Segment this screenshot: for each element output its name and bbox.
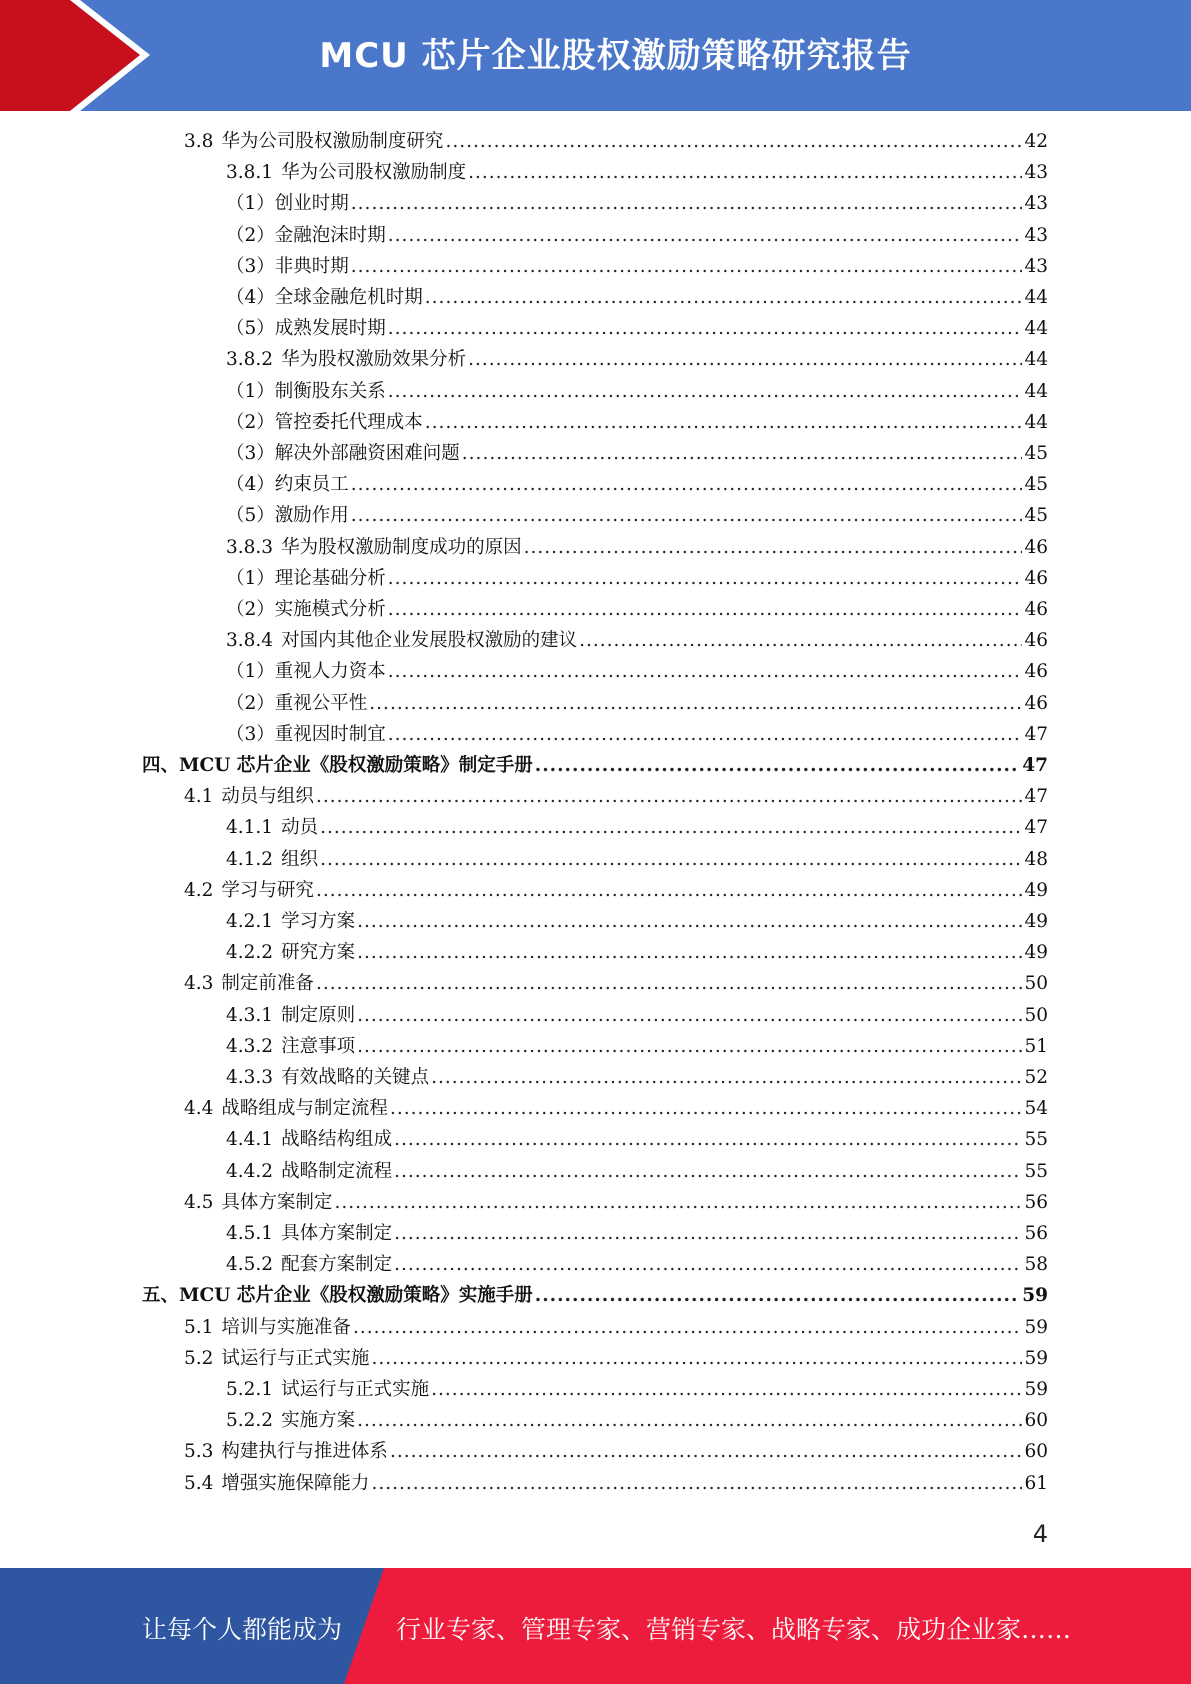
toc-entry[interactable] xyxy=(226,939,1048,967)
toc-entry-title: 华为公司股权激励制度研究 xyxy=(221,131,444,152)
toc-entry-number: 五、 xyxy=(142,1285,180,1307)
page-number: 4 xyxy=(1032,1520,1048,1548)
toc-entry-number: 3.8.4 xyxy=(226,630,274,652)
toc-entry-title: 华为股权激励制度成功的原因 xyxy=(281,536,522,558)
toc-entry-number: （1） xyxy=(226,661,275,683)
toc-entry[interactable] xyxy=(226,159,1048,187)
toc-entry[interactable] xyxy=(184,1438,1048,1466)
toc-entry-title: 实施模式分析 xyxy=(274,599,386,620)
toc-entry-title: 学习与研究 xyxy=(221,879,314,901)
toc-entry[interactable] xyxy=(184,1189,1048,1217)
toc-entry-number: 4.3.1 xyxy=(226,1004,274,1026)
toc-entry[interactable] xyxy=(226,1220,1048,1248)
toc-leader-dots xyxy=(394,1251,1022,1279)
toc-entry[interactable] xyxy=(226,315,1048,343)
toc-entry[interactable] xyxy=(226,658,1048,686)
toc-entry-number: 5.1 xyxy=(184,1316,214,1338)
toc-entry-page: 44 xyxy=(1024,349,1048,371)
toc-leader-dots xyxy=(353,1314,1023,1342)
toc-entry[interactable] xyxy=(226,471,1048,499)
toc-entry-title: MCU 芯片企业《股权激励策略》实施手册 xyxy=(179,1285,533,1307)
toc-entry-title: 战略结构组成 xyxy=(281,1129,393,1151)
toc-entry[interactable] xyxy=(226,814,1048,842)
toc-entry-title: 制定原则 xyxy=(281,1004,356,1026)
toc-leader-dots xyxy=(357,1407,1022,1435)
toc-entry-title: 构建执行与推进体系 xyxy=(221,1441,388,1463)
toc-entry[interactable] xyxy=(184,970,1048,998)
toc-leader-dots xyxy=(425,284,1023,312)
toc-leader-dots xyxy=(388,658,1023,686)
toc-entry-title: 培训与实施准备 xyxy=(221,1316,351,1338)
toc-leader-dots xyxy=(369,690,1022,718)
toc-entry-title: 战略制定流程 xyxy=(281,1160,393,1182)
toc-entry-title: 非典时期 xyxy=(274,255,349,277)
toc-entry-page: 48 xyxy=(1024,848,1048,870)
toc-entry-title: 制定前准备 xyxy=(221,973,314,995)
toc-entry-page: 55 xyxy=(1024,1160,1048,1182)
toc-leader-dots xyxy=(394,1126,1022,1154)
toc-entry-title: 具体方案制定 xyxy=(281,1223,393,1244)
toc-entry[interactable] xyxy=(226,721,1048,749)
toc-entry-number: （3） xyxy=(226,443,275,464)
toc-leader-dots xyxy=(468,159,1022,187)
toc-leader-dots xyxy=(316,877,1023,905)
toc-leader-dots xyxy=(357,939,1022,967)
toc-entry-title: 注意事项 xyxy=(281,1035,356,1057)
toc-entry-number: 4.2.1 xyxy=(226,911,274,932)
toc-entry-page: 59 xyxy=(1024,1316,1048,1338)
toc-entry[interactable] xyxy=(184,783,1048,811)
toc-entry[interactable] xyxy=(184,1095,1048,1123)
toc-leader-dots xyxy=(388,596,1023,624)
toc-leader-dots xyxy=(462,440,1023,468)
toc-entry-number: （5） xyxy=(226,505,275,527)
toc-entry-title: 重视公平性 xyxy=(274,692,368,714)
toc-entry-page: 43 xyxy=(1024,193,1048,215)
toc-entry-number: 4.1 xyxy=(184,786,214,808)
toc-entry-page: 50 xyxy=(1024,973,1048,995)
toc-leader-dots xyxy=(390,1095,1023,1123)
toc-entry[interactable] xyxy=(226,222,1048,250)
toc-entry-page: 56 xyxy=(1024,1223,1048,1244)
toc-entry-number: 四、 xyxy=(142,755,180,776)
toc-entry-page: 49 xyxy=(1024,879,1048,901)
toc-entry-number: （1） xyxy=(226,380,275,402)
toc-entry-number: 5.2.2 xyxy=(226,1410,274,1432)
toc-entry-title: 增强实施保障能力 xyxy=(221,1472,370,1494)
toc-entry[interactable] xyxy=(226,1033,1048,1061)
toc-entry[interactable] xyxy=(226,627,1048,655)
toc-entry-number: 4.3.2 xyxy=(226,1035,274,1057)
toc-leader-dots xyxy=(390,1438,1023,1466)
toc-leader-dots xyxy=(371,1470,1022,1498)
toc-entry-title: 华为公司股权激励制度 xyxy=(281,162,467,184)
toc-entry-page: 45 xyxy=(1024,505,1048,527)
toc-entry[interactable] xyxy=(142,1282,1048,1310)
toc-entry-number: （2） xyxy=(226,224,275,246)
toc-entry-title: 制衡股东关系 xyxy=(274,380,386,402)
toc-leader-dots xyxy=(320,814,1022,842)
toc-entry-page: 44 xyxy=(1024,318,1048,340)
toc-entry-title: 有效战略的关键点 xyxy=(281,1067,430,1088)
toc-entry-title: 试运行与正式实施 xyxy=(281,1379,430,1400)
toc-entry-title: 配套方案制定 xyxy=(281,1254,393,1276)
toc-leader-dots xyxy=(357,908,1022,936)
toc-entry-title: MCU 芯片企业《股权激励策略》制定手册 xyxy=(179,755,533,776)
toc-entry[interactable] xyxy=(226,190,1048,218)
toc-entry[interactable] xyxy=(226,1251,1048,1279)
toc-leader-dots xyxy=(388,721,1023,749)
toc-entry-title: 动员 xyxy=(281,817,319,839)
toc-entry-page: 44 xyxy=(1024,287,1048,308)
toc-entry-number: 4.4.1 xyxy=(226,1129,274,1151)
toc-entry-page: 47 xyxy=(1022,755,1048,776)
toc-entry-title: 成熟发展时期 xyxy=(274,318,386,340)
toc-entry[interactable] xyxy=(226,1064,1048,1092)
toc-entry-number: 3.8.2 xyxy=(226,349,274,371)
toc-leader-dots xyxy=(357,1002,1022,1030)
toc-entry[interactable] xyxy=(226,565,1048,593)
toc-entry[interactable] xyxy=(226,1126,1048,1154)
toc-entry-number: 4.4.2 xyxy=(226,1160,274,1182)
toc-entry[interactable] xyxy=(184,1314,1048,1342)
toc-entry-page: 59 xyxy=(1024,1379,1048,1400)
toc-leader-dots xyxy=(320,846,1022,874)
toc-entry[interactable] xyxy=(226,846,1048,874)
toc-entry[interactable] xyxy=(184,128,1048,156)
toc-entry-page: 51 xyxy=(1024,1035,1048,1057)
toc-entry-number: （3） xyxy=(226,723,275,745)
toc-entry-page: 58 xyxy=(1024,1254,1048,1276)
toc-entry-title: 理论基础分析 xyxy=(274,567,386,589)
toc-leader-dots xyxy=(394,1220,1022,1248)
header-banner xyxy=(0,0,1191,111)
toc-entry-title: 约束员工 xyxy=(274,474,349,496)
toc-leader-dots xyxy=(351,253,1023,281)
toc-entry-title: 重视人力资本 xyxy=(274,661,386,683)
toc-leader-dots xyxy=(388,315,1023,343)
toc-entry-page: 46 xyxy=(1024,661,1048,683)
toc-entry-page: 54 xyxy=(1024,1098,1048,1120)
toc-entry-page: 56 xyxy=(1024,1191,1048,1213)
footer-banner xyxy=(0,1568,1191,1684)
toc-entry-number: （5） xyxy=(226,318,275,340)
toc-leader-dots xyxy=(388,565,1023,593)
toc-entry-page: 61 xyxy=(1024,1472,1048,1494)
toc-leader-dots xyxy=(579,627,1022,655)
report-title: MCU 芯片企业股权激励策略研究报告 xyxy=(319,36,912,76)
toc-entry-title: 解决外部融资困难问题 xyxy=(274,443,460,464)
toc-entry-title: 试运行与正式实施 xyxy=(221,1347,370,1369)
toc-entry-page: 60 xyxy=(1024,1441,1048,1463)
toc-entry-number: （1） xyxy=(226,193,275,215)
toc-leader-dots xyxy=(371,1345,1022,1373)
toc-entry-number: 4.2.2 xyxy=(226,942,274,964)
toc-entry-number: 4.5.1 xyxy=(226,1223,274,1244)
toc-entry-page: 49 xyxy=(1024,942,1048,964)
toc-entry[interactable] xyxy=(226,1407,1048,1435)
toc-leader-dots xyxy=(351,471,1023,499)
toc-leader-dots xyxy=(388,378,1023,406)
toc-entry-number: 5.3 xyxy=(184,1441,214,1463)
toc-entry-page: 55 xyxy=(1024,1129,1048,1151)
toc-entry-title: 激励作用 xyxy=(274,505,349,527)
toc-entry-title: 动员与组织 xyxy=(221,786,314,808)
toc-entry-page: 46 xyxy=(1024,630,1048,652)
toc-leader-dots xyxy=(535,752,1020,780)
footer-slogan-right: 行业专家、管理专家、营销专家、战略专家、成功企业家…… xyxy=(396,1615,1072,1644)
toc-entry[interactable] xyxy=(226,409,1048,437)
toc-entry[interactable] xyxy=(226,596,1048,624)
toc-leader-dots xyxy=(535,1282,1020,1310)
toc-entry[interactable] xyxy=(184,877,1048,905)
toc-entry-number: （4） xyxy=(226,287,275,308)
toc-leader-dots xyxy=(351,190,1023,218)
toc-entry-number: 4.1.1 xyxy=(226,817,274,839)
toc-entry-title: 金融泡沫时期 xyxy=(274,224,386,246)
toc-leader-dots xyxy=(468,346,1022,374)
toc-entry-title: 对国内其他企业发展股权激励的建议 xyxy=(281,630,578,652)
toc-entry-number: 4.1.2 xyxy=(226,848,274,870)
toc-entry-number: 4.4 xyxy=(184,1098,214,1120)
toc-entry-number: 3.8.1 xyxy=(226,162,274,184)
toc-entry-number: （2） xyxy=(226,692,275,714)
toc-leader-dots xyxy=(394,1158,1022,1186)
toc-entry-number: （3） xyxy=(226,255,275,277)
toc-entry-page: 43 xyxy=(1024,224,1048,246)
toc-leader-dots xyxy=(316,970,1023,998)
toc-leader-dots xyxy=(445,128,1022,156)
toc-entry-title: 创业时期 xyxy=(274,193,349,215)
toc-entry-page: 47 xyxy=(1024,817,1048,839)
toc-entry-page: 52 xyxy=(1024,1067,1048,1088)
toc-leader-dots xyxy=(334,1189,1022,1217)
toc-entry-page: 43 xyxy=(1024,255,1048,277)
toc-entry-page: 59 xyxy=(1022,1285,1048,1307)
toc-entry-page: 42 xyxy=(1024,131,1048,152)
toc-entry[interactable] xyxy=(226,1376,1048,1404)
toc-entry[interactable] xyxy=(226,908,1048,936)
toc-entry-number: 4.3.3 xyxy=(226,1067,274,1088)
toc-entry[interactable] xyxy=(226,1002,1048,1030)
toc-entry-page: 45 xyxy=(1024,474,1048,496)
toc-entry-number: （2） xyxy=(226,599,275,620)
toc-entry-page: 47 xyxy=(1024,723,1048,745)
toc-entry-title: 研究方案 xyxy=(281,942,356,964)
toc-entry[interactable] xyxy=(226,534,1048,562)
toc-entry[interactable] xyxy=(226,253,1048,281)
toc-leader-dots xyxy=(431,1064,1022,1092)
toc-entry-page: 47 xyxy=(1024,786,1048,808)
toc-entry-page: 50 xyxy=(1024,1004,1048,1026)
toc-entry-title: 战略组成与制定流程 xyxy=(221,1098,388,1120)
toc-entry-title: 华为股权激励效果分析 xyxy=(281,349,467,371)
toc-entry-page: 46 xyxy=(1024,536,1048,558)
toc-entry-number: 4.2 xyxy=(184,879,214,901)
toc-entry-page: 59 xyxy=(1024,1347,1048,1369)
toc-entry-number: 3.8 xyxy=(184,131,214,152)
toc-entry-title: 重视因时制宜 xyxy=(274,723,386,745)
toc-entry-page: 60 xyxy=(1024,1410,1048,1432)
toc-entry[interactable] xyxy=(226,1158,1048,1186)
toc-entry[interactable] xyxy=(226,284,1048,312)
toc-leader-dots xyxy=(431,1376,1022,1404)
toc-entry-number: 5.2.1 xyxy=(226,1379,274,1400)
toc-entry-number: （4） xyxy=(226,474,275,496)
toc-entry-number: 3.8.3 xyxy=(226,536,274,558)
toc-entry-number: 5.4 xyxy=(184,1472,214,1494)
toc-leader-dots xyxy=(316,783,1023,811)
toc-entry[interactable] xyxy=(226,690,1048,718)
toc-entry[interactable] xyxy=(226,378,1048,406)
toc-leader-dots xyxy=(524,534,1023,562)
toc-entry-title: 学习方案 xyxy=(281,911,356,932)
toc-entry-page: 43 xyxy=(1024,162,1048,184)
toc-entry[interactable] xyxy=(226,346,1048,374)
toc-entry-page: 46 xyxy=(1024,567,1048,589)
toc-entry-page: 49 xyxy=(1024,911,1048,932)
toc-entry-page: 46 xyxy=(1024,599,1048,620)
toc-entry[interactable] xyxy=(184,1470,1048,1498)
toc-entry-number: （2） xyxy=(226,411,275,433)
toc-entry-page: 44 xyxy=(1024,411,1048,433)
toc-entry-title: 管控委托代理成本 xyxy=(274,411,423,433)
toc-leader-dots xyxy=(357,1033,1022,1061)
toc-leader-dots xyxy=(425,409,1023,437)
toc-entry[interactable] xyxy=(142,752,1048,780)
toc-entry[interactable] xyxy=(184,1345,1048,1373)
toc-leader-dots xyxy=(351,502,1023,530)
toc-entry-page: 45 xyxy=(1024,443,1048,464)
toc-entry-title: 全球金融危机时期 xyxy=(274,287,423,308)
toc-entry-number: （1） xyxy=(226,567,275,589)
toc-entry-number: 4.5 xyxy=(184,1191,214,1213)
toc-entry[interactable] xyxy=(226,502,1048,530)
toc-entry-title: 具体方案制定 xyxy=(221,1191,333,1213)
toc-leader-dots xyxy=(388,222,1023,250)
toc-entry-title: 实施方案 xyxy=(281,1410,356,1432)
toc-entry[interactable] xyxy=(226,440,1048,468)
toc-entry-number: 4.3 xyxy=(184,973,214,995)
toc-entry-page: 44 xyxy=(1024,380,1048,402)
toc-entry-number: 5.2 xyxy=(184,1347,214,1369)
toc-entry-number: 4.5.2 xyxy=(226,1254,274,1276)
toc-entry-page: 46 xyxy=(1024,692,1048,714)
footer-slogan-left: 让每个人都能成为 xyxy=(142,1615,343,1644)
toc-entry-title: 组织 xyxy=(281,848,319,870)
